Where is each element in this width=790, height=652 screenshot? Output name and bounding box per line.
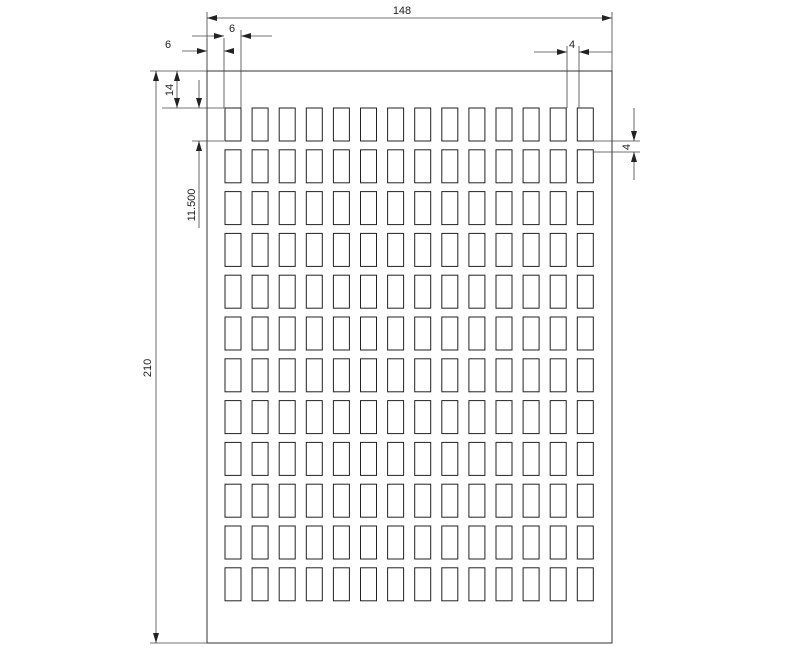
- grid-cell: [306, 192, 322, 225]
- grid-cell: [252, 484, 268, 517]
- grid-cell: [415, 150, 431, 183]
- grid-cell: [306, 484, 322, 517]
- grid-cell: [279, 401, 295, 434]
- grid-cell: [550, 275, 566, 308]
- cell-grid: [225, 108, 593, 601]
- grid-cell: [225, 233, 241, 266]
- grid-cell: [279, 192, 295, 225]
- grid-cell: [361, 317, 377, 350]
- grid-cell: [523, 442, 539, 475]
- grid-cell: [333, 233, 349, 266]
- grid-cell: [442, 484, 458, 517]
- grid-cell: [306, 108, 322, 141]
- grid-cell: [577, 108, 593, 141]
- grid-cell: [333, 275, 349, 308]
- grid-cell: [442, 233, 458, 266]
- grid-cell: [469, 275, 485, 308]
- grid-cell: [496, 150, 512, 183]
- grid-cell: [523, 108, 539, 141]
- grid-cell: [279, 317, 295, 350]
- grid-cell: [523, 275, 539, 308]
- grid-cell: [523, 192, 539, 225]
- grid-cell: [469, 108, 485, 141]
- grid-cell: [333, 401, 349, 434]
- grid-cell: [469, 526, 485, 559]
- grid-cell: [388, 359, 404, 392]
- grid-cell: [306, 526, 322, 559]
- grid-cell: [306, 442, 322, 475]
- grid-cell: [252, 568, 268, 601]
- row-gap-label: 4: [621, 143, 633, 151]
- grid-cell: [252, 401, 268, 434]
- grid-cell: [550, 401, 566, 434]
- grid-cell: [361, 401, 377, 434]
- grid-cell: [333, 442, 349, 475]
- grid-cell: [333, 359, 349, 392]
- grid-cell: [496, 568, 512, 601]
- grid-cell: [577, 526, 593, 559]
- grid-cell: [550, 233, 566, 266]
- grid-cell: [496, 359, 512, 392]
- grid-cell: [306, 275, 322, 308]
- grid-cell: [333, 192, 349, 225]
- grid-cell: [306, 401, 322, 434]
- grid-cell: [496, 317, 512, 350]
- width-dimension: [207, 5, 612, 71]
- grid-cell: [496, 275, 512, 308]
- grid-cell: [279, 150, 295, 183]
- grid-cell: [523, 484, 539, 517]
- grid-cell: [442, 442, 458, 475]
- grid-cell: [306, 568, 322, 601]
- grid-cell: [550, 568, 566, 601]
- grid-cell: [577, 150, 593, 183]
- grid-cell: [469, 359, 485, 392]
- grid-cell: [225, 568, 241, 601]
- grid-cell: [361, 233, 377, 266]
- grid-cell: [333, 568, 349, 601]
- grid-cell: [442, 359, 458, 392]
- grid-cell: [306, 233, 322, 266]
- grid-cell: [361, 568, 377, 601]
- grid-cell: [306, 150, 322, 183]
- grid-cell: [388, 484, 404, 517]
- grid-cell: [577, 484, 593, 517]
- top-margin-label: 14: [164, 83, 176, 97]
- grid-cell: [361, 108, 377, 141]
- grid-cell: [577, 233, 593, 266]
- grid-cell: [415, 317, 431, 350]
- grid-cell: [550, 108, 566, 141]
- grid-cell: [469, 484, 485, 517]
- left-margin-dimension: [165, 38, 234, 108]
- grid-cell: [279, 442, 295, 475]
- grid-cell: [496, 401, 512, 434]
- grid-cell: [279, 108, 295, 141]
- grid-cell: [523, 359, 539, 392]
- grid-cell: [279, 484, 295, 517]
- grid-cell: [577, 192, 593, 225]
- grid-cell: [469, 401, 485, 434]
- grid-cell: [415, 275, 431, 308]
- grid-cell: [415, 526, 431, 559]
- grid-cell: [415, 442, 431, 475]
- grid-cell: [415, 108, 431, 141]
- grid-cell: [252, 317, 268, 350]
- grid-cell: [388, 401, 404, 434]
- row-pitch-label: 11.500: [186, 188, 198, 222]
- grid-cell: [252, 233, 268, 266]
- grid-cell: [496, 442, 512, 475]
- grid-cell: [577, 401, 593, 434]
- width-dimension-label: 148: [392, 5, 412, 17]
- grid-cell: [333, 150, 349, 183]
- grid-cell: [577, 317, 593, 350]
- grid-cell: [523, 526, 539, 559]
- grid-cell: [388, 108, 404, 141]
- grid-cell: [225, 108, 241, 141]
- grid-cell: [550, 150, 566, 183]
- grid-cell: [415, 233, 431, 266]
- grid-cell: [550, 484, 566, 517]
- grid-cell: [252, 442, 268, 475]
- grid-cell: [252, 192, 268, 225]
- grid-cell: [523, 317, 539, 350]
- grid-cell: [252, 108, 268, 141]
- grid-cell: [361, 526, 377, 559]
- grid-cell: [279, 526, 295, 559]
- grid-cell: [361, 484, 377, 517]
- grid-cell: [550, 526, 566, 559]
- column-gap-label: 4: [568, 39, 576, 51]
- grid-cell: [577, 359, 593, 392]
- grid-cell: [361, 359, 377, 392]
- grid-cell: [333, 108, 349, 141]
- grid-cell: [469, 192, 485, 225]
- grid-cell: [388, 442, 404, 475]
- grid-cell: [577, 442, 593, 475]
- grid-cell: [361, 150, 377, 183]
- grid-cell: [306, 359, 322, 392]
- grid-cell: [252, 526, 268, 559]
- grid-cell: [469, 150, 485, 183]
- grid-cell: [279, 233, 295, 266]
- grid-cell: [388, 317, 404, 350]
- cell-width-dimension: [192, 23, 272, 108]
- grid-cell: [577, 275, 593, 308]
- grid-cell: [415, 484, 431, 517]
- grid-cell: [225, 484, 241, 517]
- grid-cell: [415, 568, 431, 601]
- grid-cell: [252, 275, 268, 308]
- grid-cell: [442, 568, 458, 601]
- height-dimension-label: 210: [142, 358, 154, 378]
- grid-cell: [333, 317, 349, 350]
- column-gap-dimension: [534, 39, 612, 108]
- grid-cell: [225, 317, 241, 350]
- grid-cell: [225, 526, 241, 559]
- grid-cell: [469, 233, 485, 266]
- grid-cell: [442, 192, 458, 225]
- grid-cell: [306, 317, 322, 350]
- grid-cell: [252, 150, 268, 183]
- grid-cell: [442, 526, 458, 559]
- grid-cell: [523, 401, 539, 434]
- grid-cell: [496, 526, 512, 559]
- grid-cell: [225, 192, 241, 225]
- grid-cell: [469, 568, 485, 601]
- grid-cell: [415, 192, 431, 225]
- grid-cell: [523, 233, 539, 266]
- grid-cell: [388, 526, 404, 559]
- grid-cell: [523, 568, 539, 601]
- grid-cell: [361, 442, 377, 475]
- grid-cell: [577, 568, 593, 601]
- grid-cell: [469, 442, 485, 475]
- grid-cell: [415, 359, 431, 392]
- grid-cell: [496, 233, 512, 266]
- grid-cell: [225, 442, 241, 475]
- grid-cell: [361, 192, 377, 225]
- grid-cell: [388, 233, 404, 266]
- grid-cell: [442, 275, 458, 308]
- grid-cell: [225, 150, 241, 183]
- grid-cell: [361, 275, 377, 308]
- row-pitch-dimension: [186, 80, 224, 228]
- grid-cell: [442, 108, 458, 141]
- grid-cell: [550, 317, 566, 350]
- grid-cell: [550, 192, 566, 225]
- grid-cell: [442, 150, 458, 183]
- grid-cell: [333, 526, 349, 559]
- top-margin-dimension: [162, 71, 224, 108]
- grid-cell: [550, 359, 566, 392]
- grid-cell: [523, 150, 539, 183]
- row-gap-dimension: [594, 108, 640, 180]
- grid-cell: [496, 192, 512, 225]
- grid-cell: [252, 359, 268, 392]
- grid-cell: [388, 568, 404, 601]
- grid-cell: [496, 108, 512, 141]
- grid-cell: [388, 150, 404, 183]
- grid-cell: [388, 192, 404, 225]
- grid-cell: [225, 275, 241, 308]
- grid-cell: [469, 317, 485, 350]
- height-dimension: [142, 71, 207, 643]
- grid-cell: [442, 317, 458, 350]
- grid-cell: [225, 359, 241, 392]
- grid-cell: [333, 484, 349, 517]
- grid-cell: [225, 401, 241, 434]
- grid-cell: [388, 275, 404, 308]
- grid-cell: [279, 568, 295, 601]
- grid-cell: [496, 484, 512, 517]
- left-margin-label: 6: [164, 39, 172, 51]
- cell-width-label: 6: [228, 23, 236, 35]
- grid-cell: [279, 275, 295, 308]
- grid-cell: [415, 401, 431, 434]
- grid-cell: [442, 401, 458, 434]
- grid-cell: [279, 359, 295, 392]
- grid-cell: [550, 442, 566, 475]
